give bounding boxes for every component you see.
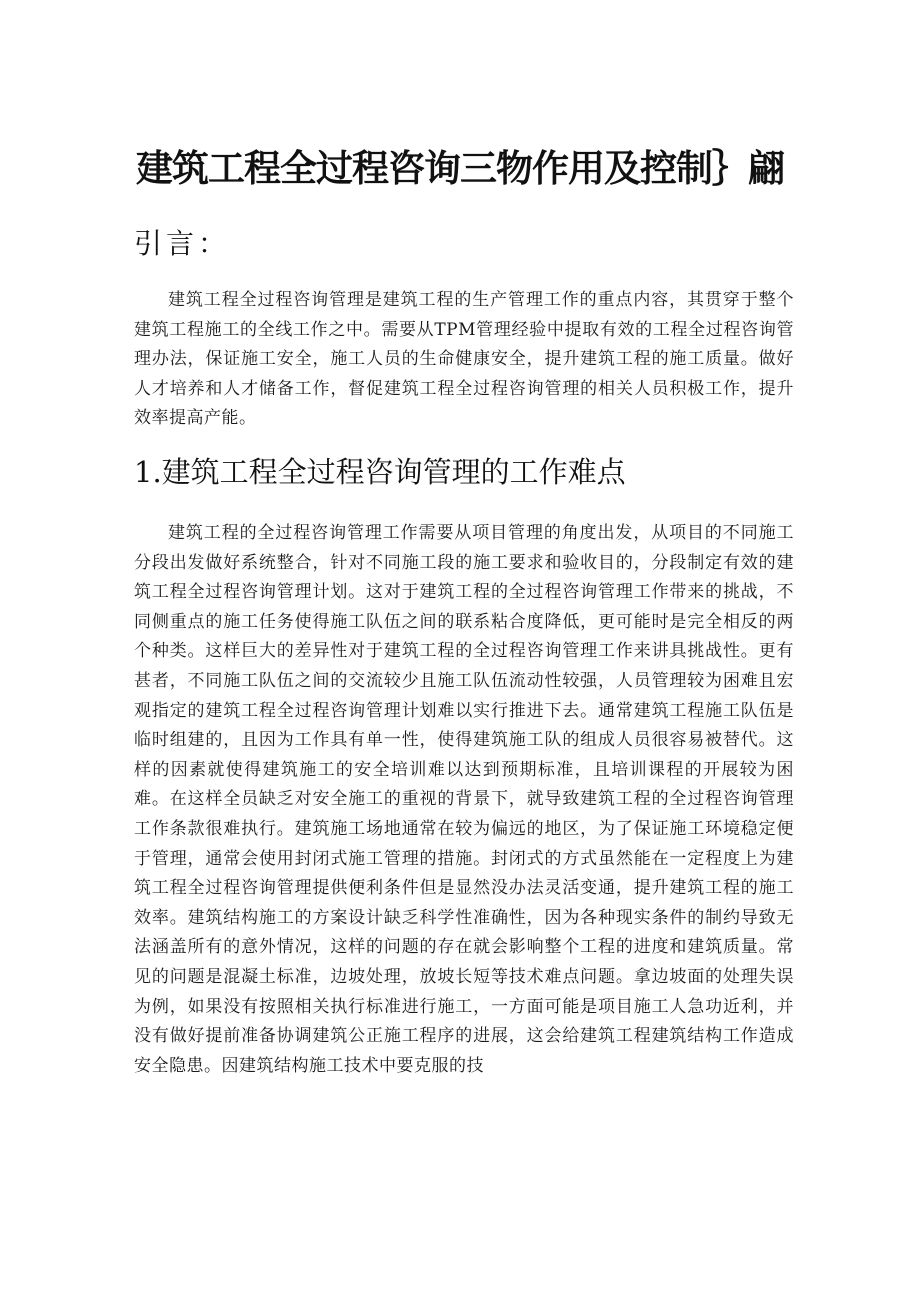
section-1-paragraph: 建筑工程的全过程咨询管理工作需要从项目管理的角度出发，从项目的不同施工分段出发做好系统整合，针对不同施工段的施工要求和验收目的，分段制定有效的建筑工程全过程咨询管理计划。这对于建筑工程的全过程咨询管理工作带来的挑战，不同侧重点的施工任务使得施工队伍之间的联系粘合度降低，更可能时是完全相反的两个种类。这样巨大的差异性对于建筑工程的全过程咨询管理工作来讲具挑战性。更有甚者，不同施工队伍之间的交流较少且施工队伍流动性较强，人员管理较为困难且宏观指定的建筑工程全过程咨询管理计划难以实行推进下去。通常建筑工程施工队伍是临时组建的，且因为工作具有单一性，使得建筑施工队的组成人员很容易被替代。这样的因素就使得建筑施工的安全培训难以达到预期标准，且培训课程的开展较为困难。在这样全员缺乏对安全施工的重视的背景下，就导致建筑工程的全过程咨询管理工作条款很难执行。建筑施工场地通常在较为偏远的地区，为了保证施工环境稳定便于管理，通常会使用封闭式施工管理的措施。封闭式的方式虽然能在一定程度上为建筑工程全过程咨询管理提供便利条件但是显然没办法灵活变通，提升建筑工程的施工效率。建筑结构施工的方案设计缺乏科学性准确性，因为各种现实条件的制约导致无法涵盖所有的意外情况，这样的问题的存在就会影响整个工程的进度和建筑质量。常见的问题是混凝土标准，边坡处理，放坡长短等技术难点问题。拿边坡面的处理失误为例，如果没有按照相关执行标准进行施工，一方面可能是项目施工人急功近利，并没有做好提前准备协调建筑公正施工程序的进展，这会给建筑工程建筑结构工作造成安全隐患。因建筑结构施工技术中要克服的技	[134, 523, 794, 1076]
intro-heading: 引言：	[134, 227, 231, 260]
intro-paragraph: 建筑工程全过程咨询管理是建筑工程的生产管理工作的重点内容，其贯穿于整个建筑工程施工的全线工作之中。需要从TPM管理经验中提取有效的工程全过程咨询管理办法，保证施工安全，施工人员的生命健康安全，提升建筑工程的施工质量。做好人才培养和人才储备工作，督促建筑工程全过程咨询管理的相关人员积极工作，提升效率提高产能。	[134, 290, 794, 429]
section-1-heading: 1.建筑工程全过程咨询管理的工作难点	[134, 455, 626, 489]
document-title: 建筑工程全过程咨询三物作用及控制｝翩	[136, 147, 784, 190]
